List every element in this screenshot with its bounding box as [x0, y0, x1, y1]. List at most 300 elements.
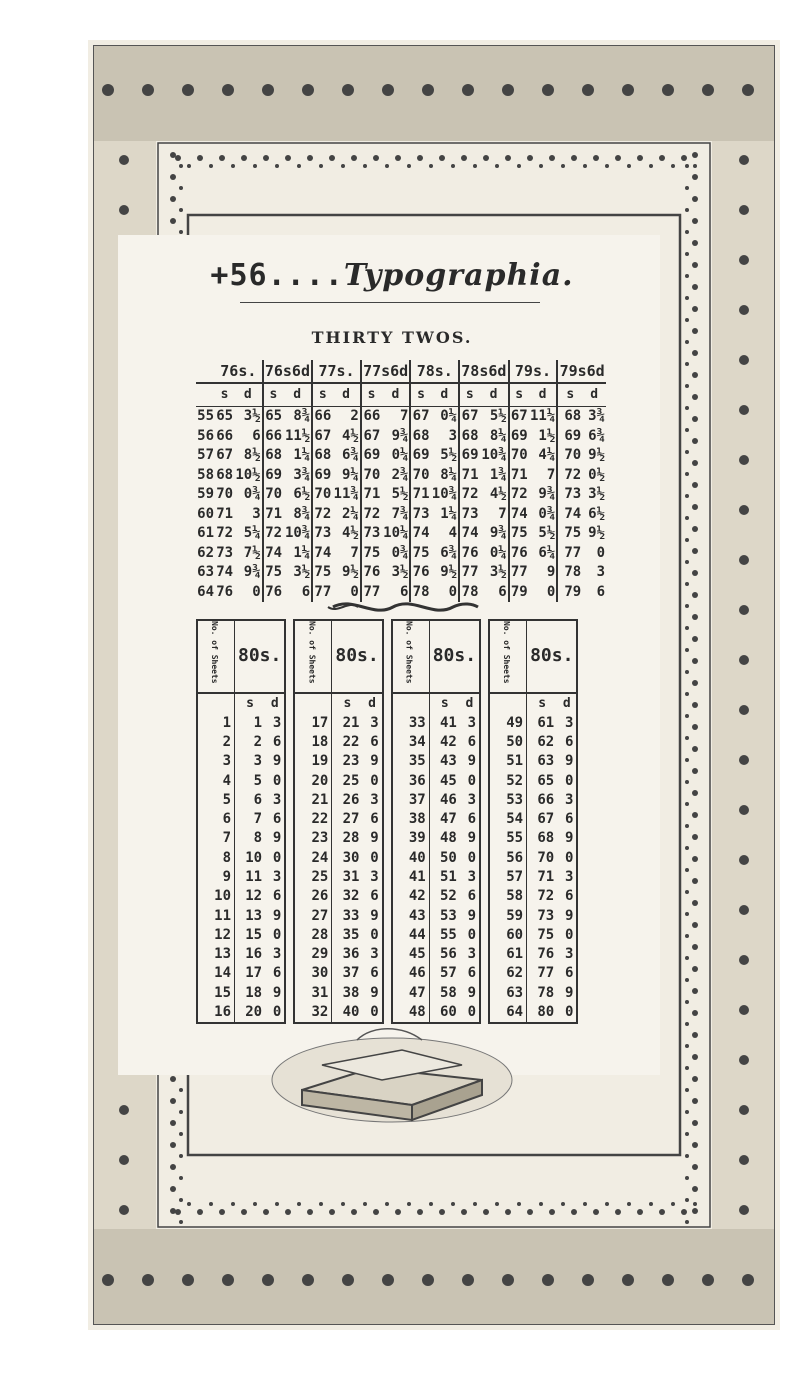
vine-dot: [179, 1176, 183, 1180]
sheet-count: 20: [294, 772, 332, 791]
table-cell: 75: [361, 544, 381, 564]
vine-dot: [561, 1202, 565, 1206]
table-cell: 6: [498, 583, 507, 600]
table-cell: 5: [253, 772, 263, 789]
table-cell: 11¾: [333, 486, 359, 502]
vine-dot: [685, 692, 689, 696]
vine-dot: [685, 802, 689, 806]
table-cell: 74: [459, 524, 479, 544]
vine-dot: [363, 1202, 367, 1206]
sheet-count: 33: [392, 714, 430, 733]
unit-label: d: [582, 383, 606, 407]
table-cell: 76: [537, 946, 555, 963]
table-row: [294, 714, 382, 733]
vine-dot: [571, 155, 577, 161]
sheet-count: 8: [197, 849, 235, 868]
table-cell: 73: [216, 544, 234, 561]
table-cell: 72: [361, 505, 381, 525]
vine-dot: [473, 1202, 477, 1206]
row-label: 59: [197, 486, 215, 502]
vine-dot: [170, 1142, 176, 1148]
vine-dot: [692, 834, 698, 840]
vine-dot: [685, 274, 689, 278]
table-cell: 70: [216, 486, 234, 502]
vine-dot: [685, 472, 689, 476]
vine-dot: [219, 1209, 225, 1215]
sheets-table-column: [293, 619, 383, 1024]
unit-label: s: [246, 695, 254, 711]
vine-dot: [119, 1155, 129, 1165]
table-cell: 62: [537, 733, 555, 750]
unit-label: s: [509, 383, 529, 407]
column-header: 80s.: [527, 620, 578, 693]
vine-dot: [119, 1105, 129, 1115]
table-cell: 67: [361, 427, 381, 447]
table-cell: 8¼: [440, 466, 458, 483]
table-cell: 0: [565, 772, 574, 789]
vine-dot: [685, 208, 689, 212]
vine-dot: [539, 1202, 543, 1206]
vine-dot: [685, 1022, 689, 1026]
vine-dot: [209, 1202, 213, 1206]
vine-dot: [102, 84, 114, 96]
row-label: 64: [197, 583, 215, 600]
table-cell: 75: [263, 563, 283, 583]
table-cell: 8¾: [293, 408, 311, 424]
vine-dot: [222, 1274, 234, 1286]
vine-dot: [605, 164, 609, 168]
table-cell: 69: [410, 446, 430, 466]
vine-dot: [341, 164, 345, 168]
vine-dot: [385, 1202, 389, 1206]
table-row: [392, 945, 480, 964]
table-cell: 6: [253, 791, 263, 808]
table-cell: 3: [565, 946, 574, 963]
sheet-count: 36: [392, 772, 430, 791]
sheet-count: 50: [489, 733, 527, 752]
vine-dot: [739, 1055, 749, 1065]
table-cell: 47: [439, 811, 457, 828]
table-cell: 3: [370, 946, 379, 963]
vine-dot: [119, 1205, 129, 1215]
table-cell: 69: [459, 446, 479, 466]
table-cell: 18: [245, 984, 263, 1001]
sheets-table-column: [196, 619, 286, 1024]
table-cell: 0: [370, 926, 379, 943]
row-label: 60: [197, 505, 215, 522]
vine-dot: [739, 505, 749, 515]
table-cell: 9: [272, 830, 282, 847]
vine-dot: [622, 1274, 634, 1286]
table-cell: 65: [537, 772, 555, 789]
vine-dot: [692, 636, 698, 642]
vine-dot: [582, 84, 594, 96]
table-cell: 3: [272, 869, 282, 885]
vine-dot: [451, 1202, 455, 1206]
table-row: [392, 752, 480, 771]
table-cell: 9: [272, 984, 282, 1001]
table-row: [489, 868, 577, 887]
sheet-count: 34: [392, 733, 430, 752]
vine-dot: [407, 1202, 411, 1206]
vine-dot: [119, 205, 129, 215]
sheet-count: 49: [489, 714, 527, 733]
table-cell: 71: [263, 505, 283, 525]
table-row: [197, 868, 285, 887]
vine-dot: [685, 736, 689, 740]
vine-dot: [681, 155, 687, 161]
vine-dot: [692, 1032, 698, 1038]
vine-dot: [692, 482, 698, 488]
table-row: [489, 772, 577, 791]
vine-dot: [262, 84, 274, 96]
table-cell: 3: [467, 946, 477, 963]
unit-label: d: [283, 383, 312, 407]
vine-dot: [179, 1198, 183, 1202]
vine-dot: [692, 1164, 698, 1170]
vine-dot: [253, 1202, 257, 1206]
vine-dot: [363, 164, 367, 168]
vine-dot: [495, 1202, 499, 1206]
table-cell: 16: [245, 946, 263, 963]
sheet-count: 7: [197, 829, 235, 848]
table-cell: 66: [537, 791, 555, 808]
table-cell: 75: [312, 563, 332, 583]
table-cell: 73: [410, 505, 430, 525]
sheet-count: 38: [392, 810, 430, 829]
table-cell: 10½: [235, 466, 261, 483]
table-cell: 6: [272, 811, 282, 828]
table-cell: 0: [370, 772, 379, 789]
table-cell: 72: [216, 525, 234, 541]
column-header: 77s.: [312, 360, 361, 383]
vine-dot: [739, 955, 749, 965]
table-row: [196, 446, 606, 466]
table-cell: 3: [565, 869, 574, 885]
table-cell: 80: [537, 1004, 555, 1021]
unit-label: d: [480, 383, 509, 407]
table-cell: 13: [245, 907, 263, 924]
sheet-count: 56: [489, 849, 527, 868]
vine-dot: [649, 164, 653, 168]
vine-dot: [739, 705, 749, 715]
table-row: [196, 563, 606, 583]
table-row: [294, 752, 382, 771]
sheet-count: 59: [489, 907, 527, 926]
table-cell: 0: [448, 583, 458, 600]
table-cell: 7½: [243, 544, 261, 561]
table-cell: 67: [216, 447, 234, 463]
table-cell: 73: [557, 485, 582, 505]
table-cell: 6: [565, 965, 574, 982]
sheet-count: 15: [197, 984, 235, 1003]
vine-dot: [637, 155, 643, 161]
row-label: 55: [197, 408, 215, 424]
vine-dot: [685, 780, 689, 784]
vine-dot: [197, 155, 203, 161]
table-cell: 70: [410, 466, 430, 486]
vine-dot: [685, 956, 689, 960]
table-row: [392, 829, 480, 848]
vine-dot: [692, 548, 698, 554]
vine-dot: [692, 526, 698, 532]
vine-dot: [461, 1209, 467, 1215]
sheet-count: 3: [197, 752, 235, 771]
table-row: [392, 791, 480, 810]
vine-dot: [685, 890, 689, 894]
table-cell: 75: [410, 544, 430, 564]
vine-dot: [692, 350, 698, 356]
vine-dot: [241, 1209, 247, 1215]
table-cell: 72: [459, 485, 479, 505]
table-row: [197, 964, 285, 983]
table-cell: 70: [312, 485, 332, 505]
table-cell: 6: [565, 888, 574, 905]
sheet-count: 45: [392, 945, 430, 964]
table-cell: 5½: [440, 447, 458, 463]
table-cell: 1: [253, 714, 263, 731]
table-cell: 6½: [293, 486, 311, 502]
table-row: [489, 733, 577, 752]
vine-dot: [685, 494, 689, 498]
vine-dot: [175, 155, 181, 161]
table-cell: 70: [509, 446, 529, 466]
vine-dot: [739, 805, 749, 815]
table-cell: 3: [370, 869, 379, 885]
table-row: [392, 964, 480, 983]
table-cell: 1½: [538, 427, 556, 444]
table-cell: 9: [565, 753, 574, 770]
vine-dot: [275, 164, 279, 168]
table-cell: 21: [342, 714, 360, 731]
vine-dot: [692, 504, 698, 510]
vine-dot: [739, 305, 749, 315]
vine-dot: [692, 900, 698, 906]
table-cell: 5½: [391, 486, 409, 502]
column-header: 79s6d: [557, 360, 606, 383]
vine-dot: [685, 230, 689, 234]
vine-dot: [692, 570, 698, 576]
sheet-count: 11: [197, 907, 235, 926]
sheet-count: 22: [294, 810, 332, 829]
sd-row: [196, 383, 606, 407]
table-cell: 4½: [341, 525, 359, 541]
table-row: [294, 849, 382, 868]
vine-dot: [693, 164, 697, 168]
table-cell: 0¼: [440, 408, 458, 424]
vine-dot: [685, 868, 689, 872]
table-cell: 9: [467, 830, 477, 847]
vine-dot: [179, 208, 183, 212]
table-cell: 4: [448, 525, 458, 541]
table-cell: 55: [439, 926, 457, 943]
vine-dot: [542, 84, 554, 96]
vine-dot: [692, 196, 698, 202]
sheet-count: 48: [392, 1003, 430, 1023]
vine-dot: [742, 84, 754, 96]
vine-dot: [685, 252, 689, 256]
table-cell: 2: [350, 408, 359, 424]
vine-dot: [231, 1202, 235, 1206]
sd-row: [392, 693, 480, 714]
vine-dot: [179, 1154, 183, 1158]
table-row: [489, 849, 577, 868]
vine-dot: [175, 1209, 181, 1215]
vine-dot: [373, 155, 379, 161]
vertical-label: No. of Sheets: [307, 621, 317, 684]
table-cell: 3: [272, 791, 282, 808]
table-cell: 72: [537, 888, 555, 905]
table-cell: 6: [301, 583, 311, 600]
table-cell: 3: [596, 564, 605, 580]
table-cell: 9¼: [341, 466, 359, 483]
vine-dot: [685, 560, 689, 564]
table-cell: 68: [312, 446, 332, 466]
table-row: [294, 887, 382, 906]
table-cell: 0: [350, 583, 359, 600]
table-row: [489, 945, 577, 964]
vine-dot: [341, 1202, 345, 1206]
table-row: [489, 926, 577, 945]
table-row: [294, 907, 382, 926]
sheet-count: 63: [489, 984, 527, 1003]
table-row: [196, 466, 606, 486]
vine-dot: [685, 648, 689, 652]
table-row: [197, 907, 285, 926]
vine-dot: [671, 1202, 675, 1206]
table-cell: 3: [467, 791, 477, 808]
table-cell: 9: [467, 907, 477, 924]
table-cell: 3: [370, 791, 379, 808]
table-cell: 52: [439, 888, 457, 905]
table-cell: 37: [342, 965, 360, 982]
table-row: [489, 810, 577, 829]
table-cell: 38: [342, 984, 360, 1001]
table-cell: 63: [537, 753, 555, 770]
vine-dot: [170, 196, 176, 202]
vine-dot: [209, 164, 213, 168]
vine-dot: [692, 1186, 698, 1192]
table-cell: 74: [557, 505, 582, 525]
vine-dot: [241, 155, 247, 161]
vine-dot: [692, 218, 698, 224]
table-cell: 9½: [588, 447, 605, 463]
sheet-count: 32: [294, 1003, 332, 1023]
table-row: [392, 887, 480, 906]
table-cell: 71: [361, 485, 381, 505]
table-cell: 74: [410, 524, 430, 544]
vine-dot: [179, 230, 183, 234]
vine-dot: [627, 164, 631, 168]
table-cell: 0: [370, 1004, 379, 1021]
table-cell: 5½: [538, 525, 556, 541]
vine-dot: [685, 428, 689, 432]
vine-dot: [582, 1274, 594, 1286]
table-cell: 50: [439, 849, 457, 866]
vine-dot: [342, 84, 354, 96]
vine-dot: [739, 155, 749, 165]
table-row: [392, 984, 480, 1003]
sheet-count: 51: [489, 752, 527, 771]
table-cell: 66: [312, 407, 332, 427]
sheet-count: 44: [392, 926, 430, 945]
table-cell: 15: [245, 926, 263, 943]
vine-dot: [692, 966, 698, 972]
vine-dot: [627, 1202, 631, 1206]
vine-dot: [692, 1142, 698, 1148]
table-cell: 74: [509, 505, 529, 525]
table-row: [489, 791, 577, 810]
table-cell: 42: [439, 733, 457, 750]
vine-dot: [685, 670, 689, 674]
vine-dot: [685, 450, 689, 454]
table-row: [196, 544, 606, 564]
table-cell: 6: [400, 583, 409, 600]
unit-label: s: [215, 383, 234, 407]
table-cell: 67: [312, 427, 332, 447]
table-cell: 25: [342, 772, 360, 789]
table-row: [197, 849, 285, 868]
vine-dot: [692, 284, 698, 290]
table-row: [294, 733, 382, 752]
table-cell: 2¼: [341, 505, 359, 522]
vine-dot: [742, 1274, 754, 1286]
vine-dot: [382, 84, 394, 96]
vine-dot: [187, 1202, 191, 1206]
sheet-count: 55: [489, 829, 527, 848]
table-cell: 4½: [489, 486, 507, 502]
table-row: [392, 907, 480, 926]
vine-dot: [692, 262, 698, 268]
table-cell: 22: [342, 733, 360, 750]
sheet-count: 18: [294, 733, 332, 752]
vine-dot: [692, 878, 698, 884]
unit-label: s: [343, 695, 352, 711]
table-row: [197, 752, 285, 771]
vine-dot: [739, 355, 749, 365]
heading-rule: [240, 302, 540, 303]
vine-dot: [285, 155, 291, 161]
table-cell: 60: [439, 1004, 457, 1021]
table-row: [489, 829, 577, 848]
table-row: [294, 926, 382, 945]
vine-dot: [692, 1054, 698, 1060]
vertical-label: No. of Sheets: [502, 621, 512, 684]
table-cell: 72: [312, 505, 332, 525]
table-cell: 9½: [588, 525, 605, 541]
sheet-count: 16: [197, 1003, 235, 1023]
unit-label: s: [440, 695, 449, 711]
table-cell: 72: [263, 524, 283, 544]
vine-dot: [605, 1202, 609, 1206]
sheet-count: 46: [392, 964, 430, 983]
vine-dot: [502, 84, 514, 96]
unit-label: d: [332, 383, 361, 407]
vine-dot: [462, 1274, 474, 1286]
vine-dot: [692, 1098, 698, 1104]
table-cell: 0: [546, 583, 556, 600]
vine-dot: [739, 405, 749, 415]
vine-dot: [439, 1209, 445, 1215]
vine-dot: [692, 152, 698, 158]
vine-dot: [739, 1105, 749, 1115]
table-row: [489, 887, 577, 906]
vine-dot: [170, 1098, 176, 1104]
table-cell: 68: [459, 427, 479, 447]
vine-dot: [170, 1120, 176, 1126]
vine-dot: [692, 922, 698, 928]
vine-dot: [739, 555, 749, 565]
